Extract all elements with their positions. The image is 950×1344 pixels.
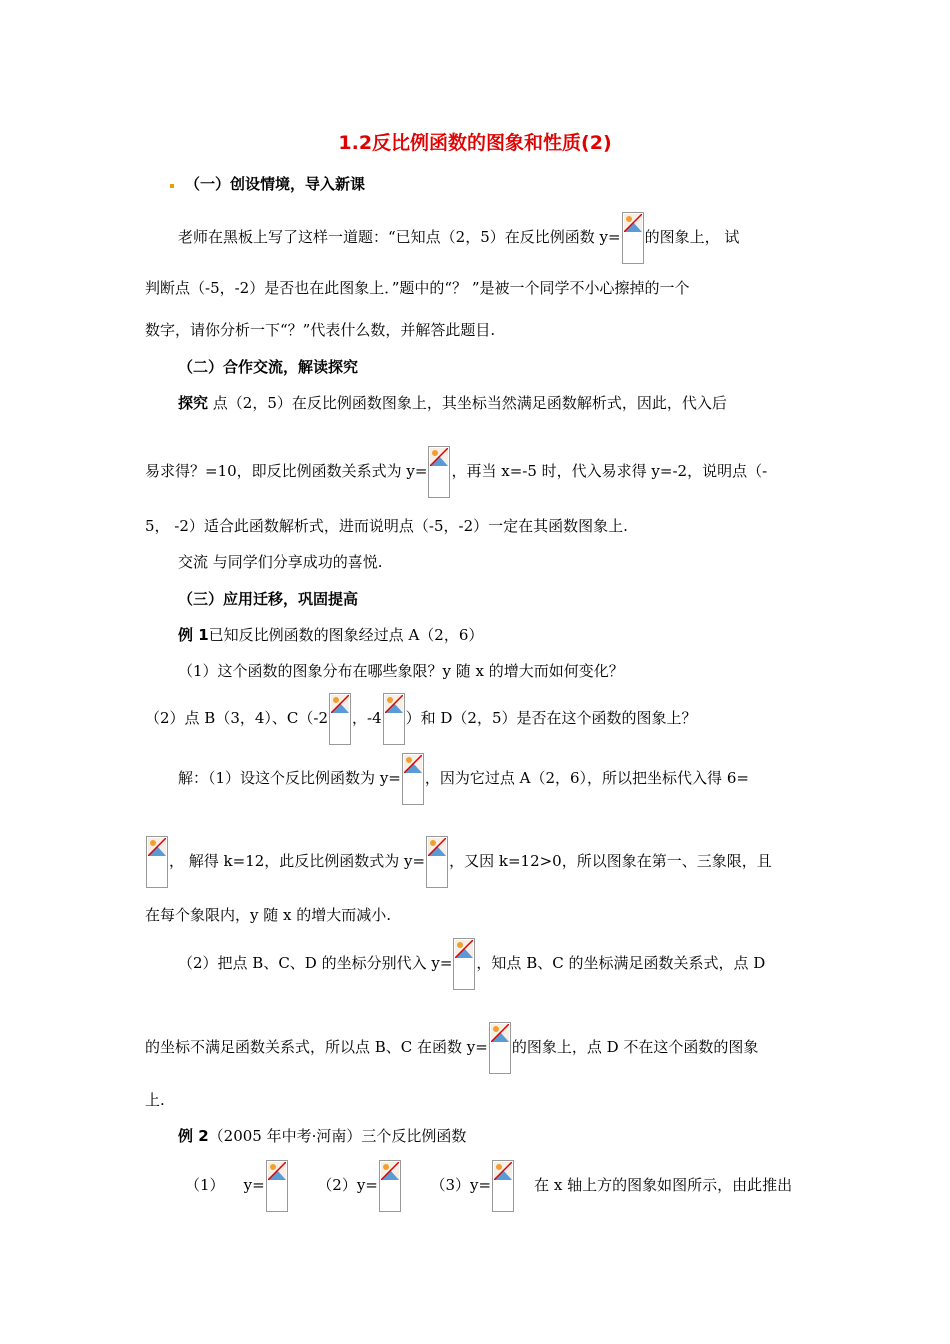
broken-image-icon [379, 1160, 401, 1212]
text: ，又因 k=12>0，所以图象在第一、三象限，且 [449, 852, 772, 870]
broken-image-icon [492, 1160, 514, 1212]
example-1-solution-line-3: 在每个象限内，y 随 x 的增大而减小. [145, 906, 392, 924]
text: （1） [185, 1176, 225, 1194]
label: 例 1 [178, 626, 209, 644]
text: ）和 D（2，5）是否在这个函数的图象上？ [405, 709, 697, 727]
text: y= [243, 1176, 265, 1194]
para-2-line-3: 5， -2）适合此函数解析式，进而说明点（-5，-2）一定在其函数图象上. [145, 517, 628, 535]
para-2-line-2 [145, 446, 767, 498]
text: （2）把点 B、C、D 的坐标分别代入 y= [178, 954, 453, 972]
section-heading-3: （三）应用迁移，巩固提高 [178, 590, 359, 608]
example-1-question-1: （1）这个函数的图象分布在哪些象限？y 随 x 的增大而如何变化？ [178, 662, 624, 680]
broken-image-icon [266, 1160, 288, 1212]
para-1-line-3: 数字，请你分析一下“？”代表什么数，并解答此题目. [145, 321, 496, 339]
example-1-question-2 [145, 693, 697, 745]
example-1-solution-line-4 [178, 938, 765, 990]
text: 的图象上， 试 [644, 228, 740, 246]
example-2-heading [178, 1126, 466, 1146]
broken-image-icon [383, 693, 405, 745]
example-2-functions [185, 1160, 792, 1212]
section-heading-1: （一）创设情境，导入新课 [185, 175, 366, 193]
para-1-line-1 [178, 212, 739, 264]
broken-image-icon [428, 446, 450, 498]
text: 易求得？=10，即反比例函数关系式为 y= [145, 462, 428, 480]
text: 在 x 轴上方的图象如图所示，由此推出 [534, 1176, 793, 1194]
text: （2005 年中考·河南）三个反比例函数 [208, 1127, 467, 1145]
para-1-line-2: 判断点（-5，-2）是否也在此图象上．”题中的“？ ”是被一个同学不小心擦掉的一个 [145, 279, 690, 297]
broken-image-icon [489, 1022, 511, 1074]
broken-image-icon [329, 693, 351, 745]
section-heading-2: （二）合作交流，解读探究 [178, 358, 359, 376]
text: ，因为它过点 A（2，6），所以把坐标代入得 6= [424, 769, 749, 787]
text: 已知反比例函数的图象经过点 A（2，6） [208, 626, 484, 644]
example-1-heading [178, 625, 483, 645]
text: 的图象上，点 D 不在这个函数的图象 [511, 1038, 759, 1056]
label: 例 2 [178, 1127, 209, 1145]
label: 探究 [178, 394, 209, 412]
text: 的坐标不满足函数关系式，所以点 B、C 在函数 y= [145, 1038, 488, 1056]
broken-image-icon [402, 753, 424, 805]
example-1-solution-line-5 [145, 1022, 758, 1074]
text: （3）y= [430, 1176, 492, 1194]
text: ，-4 [352, 709, 382, 727]
text: ，知点 B、C 的坐标满足函数关系式，点 D [476, 954, 766, 972]
example-1-solution-line-1 [178, 753, 749, 805]
text: ，再当 x=-5 时，代入易求得 y=-2，说明点（- [451, 462, 768, 480]
text: 老师在黑板上写了这样一道题：“已知点（2，5）在反比例函数 y= [178, 228, 621, 246]
para-3 [178, 552, 383, 572]
example-1-solution-line-2 [145, 836, 772, 888]
label: 交流 [178, 553, 209, 571]
broken-image-icon [426, 836, 448, 888]
broken-image-icon [453, 938, 475, 990]
broken-image-icon [146, 836, 168, 888]
bullet-marker [170, 184, 174, 188]
page-title: 1.2反比例函数的图象和性质(2) [338, 132, 612, 154]
text: （2）y= [317, 1176, 378, 1194]
text: （2）点 B（3，4）、C（-2 [145, 709, 329, 727]
text: 与同学们分享成功的喜悦. [208, 553, 383, 571]
text: 点（2，5）在反比例函数图象上，其坐标当然满足函数解析式，因此，代入后 [208, 394, 727, 412]
text: 解：（1）设这个反比例函数为 y= [178, 769, 401, 787]
broken-image-icon [622, 212, 644, 264]
text: ， 解得 k=12，此反比例函数式为 y= [169, 852, 426, 870]
example-1-solution-line-6: 上. [145, 1091, 165, 1109]
para-2-line-1 [178, 393, 727, 413]
